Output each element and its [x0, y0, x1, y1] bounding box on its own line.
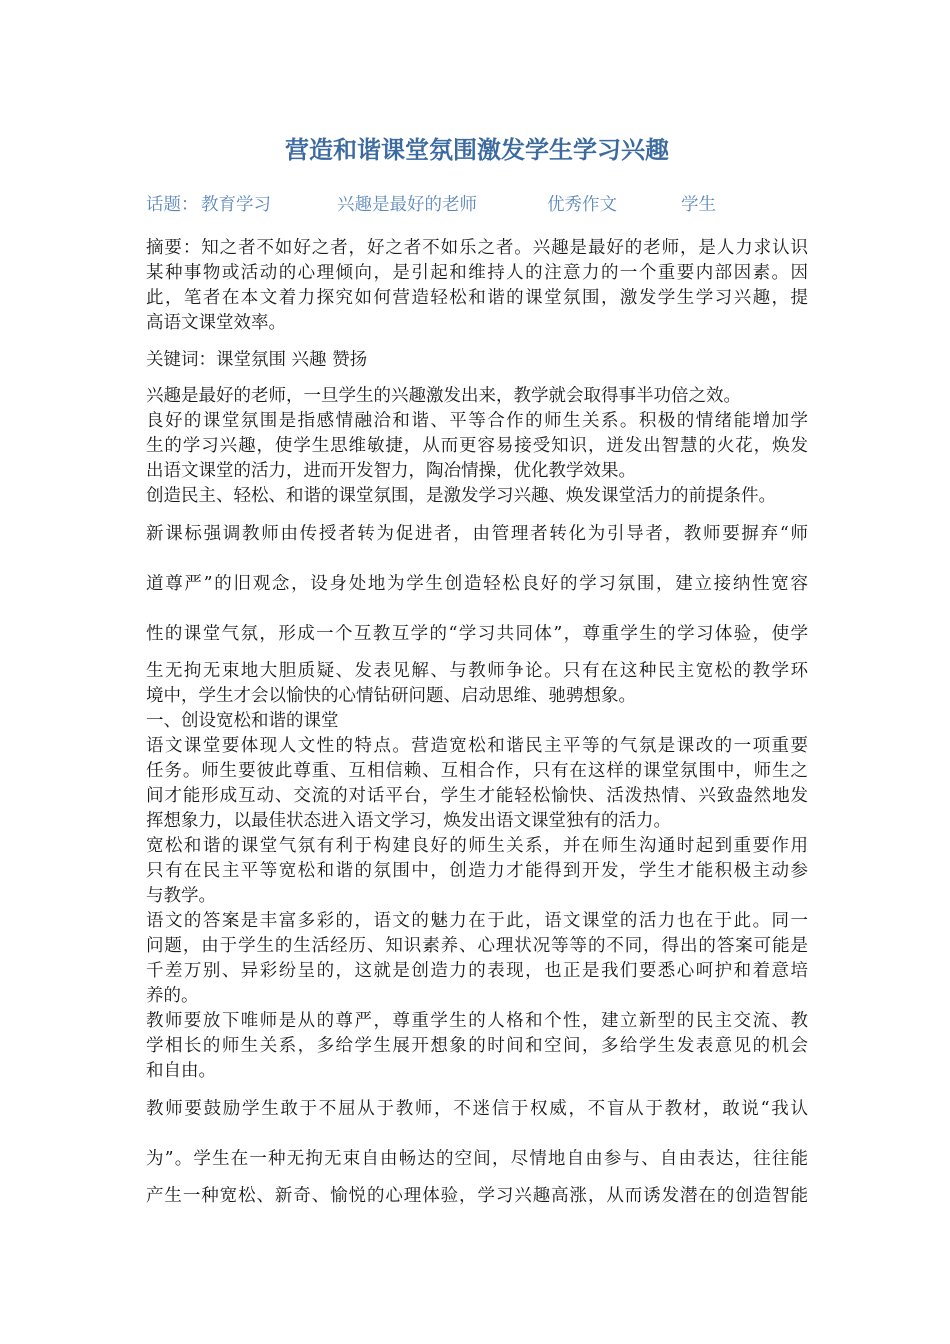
text-line: 教师要鼓励学生敢于不屈从于教师，不迷信于权威，不盲从于教材，敢说“我认: [146, 1099, 808, 1119]
text-line: 问题，由于学生的生活经历、知识素养、心理状况等等的不同，得出的答案可能是: [146, 936, 808, 956]
wide-spaced-line: [146, 1147, 808, 1172]
text-line: 新课标强调教师由传授者转为促进者，由管理者转化为引导者，教师要摒弃“师: [146, 524, 808, 544]
topic-link-interest[interactable]: 兴趣是最好的老师: [337, 195, 477, 215]
body-paragraph-intro: [146, 384, 808, 509]
topic-link-essay[interactable]: 优秀作文: [547, 195, 617, 215]
wide-spaced-line: [146, 1097, 808, 1122]
text-line: 生的学习兴趣，使学生思维敏捷，从而更容易接受知识，迸发出智慧的火花，焕发: [146, 436, 808, 456]
text-line: 出语文课堂的活力，进而开发智力，陶冶情操，优化教学效果。: [146, 461, 636, 481]
text-line: 养的。: [146, 986, 199, 1006]
text-line: 学相长的师生关系，多给学生展开想象的时间和空间，多给学生发表意见的机会: [146, 1036, 808, 1056]
text-line: 间才能形成互动、交流的对话平台，学生才能轻松愉快、活泼热情、兴致盎然地发: [146, 786, 808, 806]
text-line: 生无拘无束地大胆质疑、发表见解、与教师争论。只有在这种民主宽松的教学环: [146, 661, 808, 681]
text-line: 良好的课堂氛围是指感情融洽和谐、平等合作的师生关系。积极的情绪能增加学: [146, 411, 808, 431]
text-line: 语文课堂要体现人文性的特点。营造宽松和谐民主平等的气氛是课改的一项重要: [146, 736, 808, 756]
text-line: 任务。师生要彼此尊重、互相信赖、互相合作，只有在这样的课堂氛围中，师生之: [146, 761, 808, 781]
document-title: 营造和谐课堂氛围激发学生学习兴趣: [285, 135, 669, 164]
text-line: 教师要放下唯师是从的尊严，尊重学生的人格和个性，建立新型的民主交流、教: [146, 1011, 808, 1031]
text-line: 挥想象力，以最佳状态进入语文学习，焕发出语文课堂独有的活力。: [146, 811, 671, 831]
text-line: 只有在民主平等宽松和谐的氛围中，创造力才能得到开发，学生才能积极主动参: [146, 861, 808, 881]
section-heading: 一、创设宽松和谐的课堂: [146, 711, 339, 731]
text-line: 为”。学生在一种无拘无束自由畅达的空间，尽情地自由参与、自由表达，往往能: [146, 1149, 808, 1169]
text-line: 性的课堂气氛，形成一个互教互学的“学习共同体”，尊重学生的学习体验，使学: [146, 624, 808, 644]
body-paragraph-main: [146, 659, 808, 1084]
abstract-line: 某种事物或活动的心理倾向，是引起和维持人的注意力的一个重要内部因素。因: [146, 263, 808, 283]
wide-spaced-line: [146, 622, 808, 647]
text-line: 产生一种宽松、新奇、愉悦的心理体验，学习兴趣高涨，从而诱发潜在的创造智能: [146, 1186, 808, 1206]
wide-spaced-line: [146, 1184, 808, 1209]
text-line: 与教学。: [146, 886, 216, 906]
text-line: 创造民主、轻松、和谐的课堂氛围，是激发学习兴趣、焕发课堂活力的前提条件。: [146, 486, 776, 506]
text-line: 和自由。: [146, 1061, 216, 1081]
abstract-paragraph: [146, 236, 808, 336]
text-line: 道尊严”的旧观念，设身处地为学生创造轻松良好的学习氛围，建立接纳性宽容: [146, 574, 808, 594]
wide-spaced-line: [146, 522, 808, 547]
topic-label: 话题：: [146, 195, 199, 215]
text-line: 兴趣是最好的老师，一旦学生的兴趣激发出来，教学就会取得事半功倍之效。: [146, 386, 741, 406]
topic-link-education[interactable]: 教育学习: [201, 195, 271, 215]
abstract-line: 此，笔者在本文着力探究如何营造轻松和谐的课堂氛围，激发学生学习兴趣，提: [146, 288, 808, 308]
text-line: 千差万别、异彩纷呈的，这就是创造力的表现，也正是我们要悉心呵护和着意培: [146, 961, 808, 981]
topic-link-student[interactable]: 学生: [681, 195, 716, 215]
abstract-line: 高语文课堂效率。: [146, 313, 286, 333]
text-line: 宽松和谐的课堂气氛有利于构建良好的师生关系，并在师生沟通时起到重要作用: [146, 836, 808, 856]
text-line: 境中，学生才会以愉快的心情钻研问题、启动思维、驰骋想象。: [146, 686, 636, 706]
text-line: 语文的答案是丰富多彩的，语文的魅力在于此，语文课堂的活力也在于此。同一: [146, 911, 808, 931]
abstract-line: 摘要：知之者不如好之者，好之者不如乐之者。兴趣是最好的老师，是人力求认识: [146, 238, 808, 258]
keywords-line: 关键词：课堂氛围 兴趣 赞扬: [146, 350, 368, 370]
topic-bar: [146, 192, 808, 218]
document-page: [146, 0, 808, 1344]
wide-spaced-line: [146, 572, 808, 597]
